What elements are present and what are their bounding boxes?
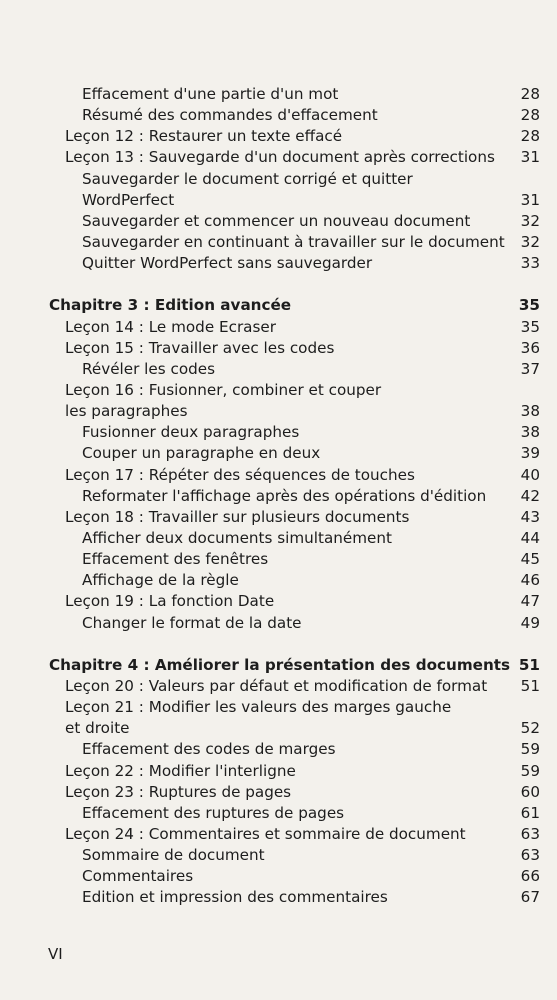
toc-entry-title: Commentaires	[82, 867, 194, 886]
toc-lesson	[0, 317, 557, 338]
toc-lesson	[0, 676, 557, 697]
toc-subentry	[0, 84, 557, 105]
toc-entry-page: 37	[520, 359, 540, 378]
toc-subentry	[0, 803, 557, 824]
toc-lesson	[0, 338, 557, 359]
toc-entry-page: 43	[520, 507, 540, 526]
toc-entry-page: 33	[520, 254, 540, 273]
toc-entry-title: Leçon 18 : Travailler sur plusieurs documents	[65, 507, 410, 526]
toc-entry-title: Effacement des ruptures de pages	[82, 803, 345, 822]
toc-lesson	[0, 401, 557, 422]
toc-subentry	[0, 739, 557, 760]
toc-entry-page: 32	[520, 211, 540, 230]
toc-entry-page: 39	[520, 444, 540, 463]
toc-entry-title: Leçon 13 : Sauvegarde d'un document après corrections	[65, 148, 495, 167]
toc-entry-page: 28	[520, 85, 540, 103]
toc-entry-title: Leçon 22 : Modifier l'interligne	[65, 761, 296, 780]
toc-chapter	[0, 655, 557, 676]
toc-entry-title: Afficher deux documents simultanément	[82, 529, 392, 547]
toc-subentry	[0, 211, 557, 232]
toc-lesson	[0, 380, 557, 401]
toc-entry-title: Révéler les codes	[82, 359, 216, 378]
toc-entry-page: 32	[520, 233, 540, 252]
toc-subentry	[0, 845, 557, 866]
toc-subentry	[0, 443, 557, 464]
toc-entry-title: Fusionner deux paragraphes	[82, 423, 300, 442]
toc-entry-page: 59	[520, 761, 540, 780]
toc-entry-page: 35	[520, 317, 540, 336]
toc-entry-title: Reformater l'affichage après des opérations d'édition	[82, 486, 487, 505]
toc-entry-title: Leçon 19 : La fonction Date	[65, 592, 275, 611]
toc-entry-page: 40	[520, 465, 540, 484]
toc-lesson	[0, 591, 557, 612]
toc-subentry	[0, 190, 557, 211]
toc-entry-page: 44	[520, 529, 540, 547]
toc-entry-title: Effacement d'une partie d'un mot	[82, 85, 339, 103]
toc-entry-page: 36	[520, 338, 540, 357]
toc-entry-page: 38	[520, 402, 540, 421]
toc-subentry	[0, 169, 557, 190]
toc-entry-page: 66	[520, 867, 540, 886]
toc-entry-title: Leçon 21 : Modifier les valeurs des marges gauche	[65, 698, 452, 717]
toc-subentry	[0, 486, 557, 507]
toc-entry-page: 31	[520, 190, 540, 209]
toc-entry-title: Leçon 17 : Répéter des séquences de touches	[65, 465, 415, 484]
page-folio: VI	[48, 945, 63, 963]
toc-entry-page: 31	[520, 148, 540, 167]
toc-entry-title: Couper un paragraphe en deux	[82, 444, 321, 463]
toc-entry-page: 51	[518, 655, 540, 674]
toc-subentry	[0, 613, 557, 634]
toc-subentry	[0, 887, 557, 908]
toc-lesson	[0, 507, 557, 528]
toc-entry-title: Chapitre 4 : Améliorer la présentation des documents	[49, 655, 511, 674]
toc-lesson	[0, 718, 557, 739]
toc-entry-title: Leçon 23 : Ruptures de pages	[65, 782, 292, 801]
toc-entry-page: 63	[520, 846, 540, 865]
toc-entry-page: 51	[520, 676, 540, 695]
toc-subentry	[0, 359, 557, 380]
toc-entry-title: Effacement des codes de marges	[82, 740, 336, 759]
toc-entry-title: Résumé des commandes d'effacement	[82, 106, 378, 125]
toc-entry-title: WordPerfect	[82, 190, 175, 209]
toc-entry-page: 46	[520, 571, 540, 590]
toc-entry-title: Leçon 24 : Commentaires et sommaire de document	[65, 824, 466, 843]
toc-lesson	[0, 697, 557, 718]
toc-entry-title: Quitter WordPerfect sans sauvegarder	[82, 254, 373, 273]
toc-entry-page: 49	[520, 613, 540, 632]
toc-entry-page: 60	[520, 782, 540, 801]
toc-entry-title: Leçon 20 : Valeurs par défaut et modification de format	[65, 676, 488, 695]
toc-entry-page: 61	[520, 803, 540, 822]
toc-entry-page: 67	[520, 888, 540, 907]
toc-entry-page: 52	[520, 719, 540, 738]
toc-entry-title: Leçon 14 : Le mode Ecraser	[65, 317, 276, 336]
toc-subentry	[0, 105, 557, 126]
toc-subentry	[0, 422, 557, 443]
toc-lesson	[0, 147, 557, 168]
toc-lesson	[0, 465, 557, 486]
toc-entry-page: 63	[520, 824, 540, 843]
toc-entry-title: Sauvegarder en continuant à travailler sur le document	[82, 233, 505, 252]
toc-lesson	[0, 126, 557, 147]
toc-entry-title: Changer le format de la date	[82, 613, 302, 632]
toc-entry-page: 47	[520, 592, 540, 611]
toc-subentry	[0, 549, 557, 570]
toc-entry-title: Affichage de la règle	[82, 571, 239, 590]
toc-entry-page: 28	[520, 127, 540, 146]
toc-entry-page: 35	[518, 296, 540, 315]
toc-entry-page: 59	[520, 740, 540, 759]
toc-lesson	[0, 824, 557, 845]
toc-subentry	[0, 528, 557, 549]
toc-subentry	[0, 253, 557, 274]
toc-entry-page: 42	[520, 486, 540, 505]
toc-entry-title: Sommaire de document	[82, 846, 265, 865]
toc-entry-title: Edition et impression des commentaires	[82, 888, 388, 907]
toc-entry-title: Leçon 16 : Fusionner, combiner et couper	[65, 380, 382, 399]
toc-entry-page: 28	[520, 106, 540, 125]
toc-entry-title: Sauvegarder et commencer un nouveau document	[82, 211, 471, 230]
toc-entry-title: et droite	[65, 719, 130, 738]
toc-lesson	[0, 761, 557, 782]
toc-entry-title: les paragraphes	[65, 402, 188, 421]
toc-subentry	[0, 570, 557, 591]
toc-chapter	[0, 295, 557, 316]
toc-entry-title: Effacement des fenêtres	[82, 550, 269, 569]
toc-entry-title: Chapitre 3 : Edition avancée	[49, 296, 292, 315]
toc-entry-title: Leçon 12 : Restaurer un texte effacé	[65, 127, 343, 146]
toc-entry-title: Sauvegarder le document corrigé et quitter	[82, 169, 413, 188]
toc-subentry	[0, 232, 557, 253]
toc-entry-page: 45	[520, 550, 540, 569]
toc-lesson	[0, 782, 557, 803]
toc-entry-title: Leçon 15 : Travailler avec les codes	[65, 338, 335, 357]
toc-entry-page: 38	[520, 423, 540, 442]
toc-subentry	[0, 866, 557, 887]
